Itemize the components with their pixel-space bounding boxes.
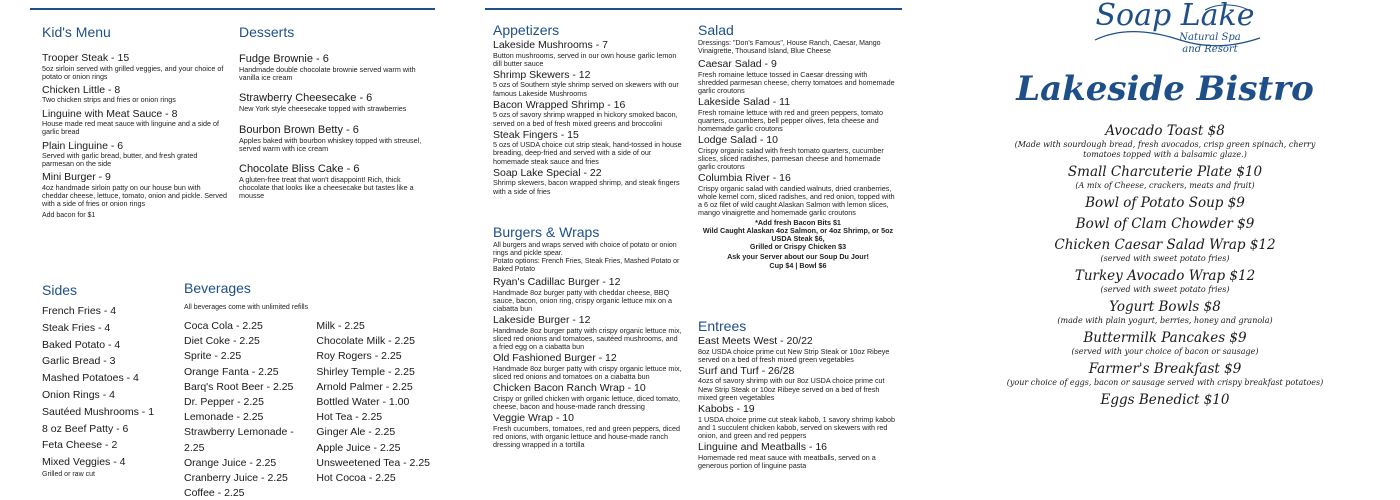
menu-item-name: Shrimp Skewers - 12 [493,68,591,81]
burgers-note: All burgers and wraps served with choice of potato or onion rings and pickle spear. [493,242,677,257]
bistro-item-desc: (served with sweet potato fries) [1100,254,1230,263]
bistro-title: Lakeside Bistro [1016,69,1314,109]
menu-item-desc: Crispy organic salad with fresh tomato quarters, cucumber slices, sliced radishes, parmesan cheese and homemade garlic croutons [698,145,884,172]
list-item: Apple Juice - 2.25 [316,441,401,454]
menu-item [493,412,683,449]
list-item: Sautéed Mushrooms - 1 [42,405,155,418]
kids-addon: Add bacon for $1 [42,211,96,219]
menu-item [239,53,429,82]
menu-item-name: Trooper Steak - 15 [42,52,130,64]
bistro-menu-item [1000,360,1330,388]
menu-item-desc: Apples baked with bourbon whiskey topped with streusel, served warm with ice cream [239,135,422,153]
menu-item-desc: A gluten-free treat that won't disappoint! Rich, thick chocolate that looks like a cheesecake but tastes like a mousse [239,175,414,201]
list-item: Mixed Veggies - 4 [42,456,126,469]
sides-heading: Sides [42,282,78,298]
beverages-note: All beverages come with unlimited refills [184,304,309,311]
menu-item [239,92,429,113]
appetizers-items [493,39,683,196]
soap-lake-logo [1000,0,1330,70]
menu-item-desc: 8oz USDA choice prime cut New Strip Steak or 10oz Ribeye served on a bed of fresh mixed green vegetables [698,346,890,364]
menu-item-desc: Button mushrooms, served in our own house garlic lemon dill butter sauce [493,50,677,68]
entrees-section [698,318,898,471]
menu-item-desc: Fresh romaine lettuce with red and green peppers, tomato quarters, cucumbers, bell pepper olives, feta cheese and homemade garlic croutons [698,107,883,134]
menu-item-desc: Crispy or grilled chicken with organic lettuce, diced tomato, cheese, bacon and house-made ranch dressing [493,393,680,411]
menu-item-name: Fudge Brownie - 6 [239,53,329,65]
menu-item [493,129,683,166]
beverages-left [184,319,316,500]
burgers-heading: Burgers & Wraps [493,224,600,240]
top-rule-right [485,8,902,10]
soup-line: Ask your Server about our Soup Du Jour! [727,252,869,262]
soup-line: Cup $4 | Bowl $6 [769,260,827,270]
menu-item [42,171,227,208]
menu-item-name: Chicken Little - 8 [42,83,121,96]
list-item: Hot Cocoa - 2.25 [316,472,396,485]
list-item: French Fries - 4 [42,305,117,317]
bistro-item-name: Bowl of Clam Chowder $9 [1075,216,1255,232]
burgers-section [493,224,683,450]
list-item: Garlic Bread - 3 [42,355,116,368]
burgers-items [493,276,683,449]
menu-item-name: Lodge Salad - 10 [698,134,778,147]
desserts-section [239,24,429,211]
menu-item-name: Strawberry Cheesecake - 6 [239,92,373,105]
menu-item-desc: Fresh romaine lettuce tossed in Caesar dressing with shredded parmesan cheese, cherry tomatoes and homemade garlic croutons [698,69,895,95]
bistro-item-desc: (served with your choice of bacon or sausage) [1071,347,1259,356]
logo-main-text: Soap Lake [1095,0,1255,33]
list-item: Orange Fanta - 2.25 [184,365,279,378]
list-item: Shirley Temple - 2.25 [316,365,415,378]
menu-item [493,382,683,411]
menu-item-name: East Meets West - 20/22 [698,335,813,347]
menu-item-desc: New York style cheesecake topped with strawberries [239,104,407,114]
menu-item [698,134,898,171]
menu-item [698,335,898,364]
menu-item-name: Bacon Wrapped Shrimp - 16 [493,98,626,111]
menu-item [239,163,429,201]
menu-item-name: Lakeside Mushrooms - 7 [493,39,608,51]
menu-item-name: Lakeside Burger - 12 [493,314,591,327]
menu-item-desc: Handmade 8oz burger patty with crispy organic lettuce mix, sliced red onions and tomatoes, sautéed mushrooms, and a fried egg on a ciabatta bun [493,325,682,352]
menu-item-name: Chicken Bacon Ranch Wrap - 10 [493,382,646,395]
salad-extra-line: Wild Caught Alaskan 4oz Salmon, or 4oz Shrimp, or 5oz USDA Steak $6, [702,225,894,244]
menu-item [42,84,227,105]
menu-item-desc: Crispy organic salad with candied walnuts, dried cranberries, whole kernel corn, sliced radishes, and red onion, topped with a 6 oz filet of wild caught Alaskan Salmon with lemon slices, mango vinaigrette and homemade garlic croutons [698,183,895,218]
menu-item [493,69,683,98]
salad-soup [698,253,898,269]
bistro-menu-item [1000,267,1330,295]
salad-items [698,58,898,218]
salad-extra-line: Grilled or Crispy Chicken $3 [749,242,847,252]
bistro-menu-item [1000,298,1330,326]
list-item: Coffee - 2.25 [184,487,245,500]
bistro-item-desc: (A mix of Cheese, crackers, meats and fruit) [1075,181,1255,190]
menu-item-desc: 5 ozs of savory shrimp wrapped in hickory smoked bacon, served on a bed of fresh mixed greens and broccolini [493,110,678,128]
menu-item-desc: 5 ozs of USDA choice cut strip steak, hand-tossed in house breading, deep-fried and served with a side of our homemade steak sauce and fries [493,140,682,166]
beverages-heading: Beverages [184,280,251,296]
bistro-menu-item [1000,391,1330,409]
desserts-heading: Desserts [239,24,295,40]
list-item: Strawberry Lemonade - 2.25 [184,426,294,454]
menu-item-name: Columbia River - 16 [698,172,791,185]
bistro-menu-item [1000,215,1330,233]
kids-heading: Kid's Menu [42,24,111,40]
bistro-item-desc: (Made with sourdough bread, fresh avocados, crisp green spinach, cherry tomatoes topped with a balsamic glaze.) [1014,140,1316,159]
list-item: Coca Cola - 2.25 [184,320,263,332]
sides-note: Grilled or raw cut [42,470,95,478]
menu-item-desc: House made red meat sauce with linguine and a side of garlic bread [42,119,219,137]
list-item: Cranberry Juice - 2.25 [184,472,288,485]
menu-item [493,276,683,313]
list-item: Roy Rogers - 2.25 [316,350,402,363]
menu-item-name: Chocolate Bliss Cake - 6 [239,163,360,176]
bistro-section [1000,0,1330,412]
list-item: Sprite - 2.25 [184,350,242,363]
bistro-item-desc: (served with sweet potato fries) [1100,285,1230,294]
bistro-item-name: Yogurt Bowls $8 [1109,299,1221,315]
menu-item-name: Bourbon Brown Betty - 6 [239,123,359,136]
bistro-item-name: Chicken Caesar Salad Wrap $12 [1054,237,1276,253]
list-item: 8 oz Beef Patty - 6 [42,422,129,435]
menu-item [698,58,898,95]
menu-item-name: Ryan's Cadillac Burger - 12 [493,276,621,288]
menu-item-desc: Handmade 8oz burger patty with crispy organic lettuce mix, sliced red onions and tomatoes on a ciabatta bun [493,363,682,381]
bistro-item-name: Farmer's Breakfast $9 [1088,361,1242,377]
salad-dressings: Dressings: "Don's Famous", House Ranch, Caesar, Mango Vinaigrette, Thousand Island, Blue Cheese [698,40,881,55]
bistro-items [1000,122,1330,409]
menu-item [698,365,898,402]
menu-item [493,314,683,351]
menu-item-desc: Served with garlic bread, butter, and fresh grated parmesan on the side [42,151,198,169]
salad-heading: Salad [698,22,734,38]
bistro-item-name: Small Charcuterie Plate $10 [1067,164,1263,180]
menu-item [493,39,683,68]
kids-items [42,52,227,209]
menu-item-desc: Two chicken strips and fries or onion rings [42,95,176,105]
menu-item [493,167,683,196]
bistro-item-name: Buttermilk Pancakes $9 [1083,330,1247,346]
appetizers-heading: Appetizers [493,22,560,38]
list-item: Unsweetened Tea - 2.25 [316,456,430,469]
bistro-item-desc: (made with plain yogurt, berries, honey and granola) [1057,316,1273,325]
menu-item [698,441,898,470]
entrees-heading: Entrees [698,318,747,334]
appetizers-section [493,22,683,197]
bistro-menu-item [1000,194,1330,212]
menu-item-name: Mini Burger - 9 [42,171,111,184]
list-item: Steak Fries - 4 [42,321,111,334]
menu-item-desc: 4oz handmade sirloin patty on our house bun with cheddar cheese, lettuce, tomato, onion and pickle. Served with a side of fries or onion rings [42,182,227,209]
list-item: Bottled Water - 1.00 [316,396,410,409]
menu-item [42,108,227,137]
bistro-menu-item [1000,236,1330,264]
menu-item-desc: Homemade red meat sauce with meatballs, served on a generous portion of linguine pasta [698,452,876,470]
menu-item-desc: Handmade double chocolate brownie served warm with vanilla ice cream [239,65,416,83]
list-item: Chocolate Milk - 2.25 [316,335,415,348]
salad-extras [698,219,898,252]
list-item: Milk - 2.25 [316,320,365,332]
bistro-menu-item [1000,329,1330,357]
beverages-section [184,280,434,500]
kids-section [42,24,227,220]
list-item: Hot Tea - 2.25 [316,411,383,424]
list-item: Dr. Pepper - 2.25 [184,396,264,409]
menu-item [42,52,227,81]
list-item: Diet Coke - 2.25 [184,335,260,348]
bistro-item-name: Avocado Toast $8 [1105,123,1225,139]
menu-item-name: Linguine and Meatballs - 16 [698,441,828,454]
menu-item [493,99,683,128]
list-item: Barq's Root Beer - 2.25 [184,380,294,393]
bistro-item-desc: (your choice of eggs, bacon or sausage served with crispy breakfast potatoes) [1006,378,1324,387]
list-item: Onion Rings - 4 [42,388,115,401]
menu-item-desc: Fresh cucumbers, tomatoes, red and green peppers, diced red onions, with organic lettuce and house-made ranch dressing wrapped in a tortilla [493,423,680,449]
list-item: Ginger Ale - 2.25 [316,426,396,439]
menu-item-name: Caesar Salad - 9 [698,58,777,70]
menu-item-name: Linguine with Meat Sauce - 8 [42,107,178,120]
menu-item-name: Soap Lake Special - 22 [493,166,602,179]
menu-item-desc: Shrimp skewers, bacon wrapped shrimp, and steak fingers with a side of fries [493,178,680,196]
list-item: Mashed Potatoes - 4 [42,372,139,385]
menu-item-desc: Handmade 8oz burger patty with cheddar cheese, BBQ sauce, bacon, onion ring, crispy organic lettuce mix on a ciabatta bun [493,287,672,313]
bistro-menu-item [1000,163,1330,191]
bistro-item-name: Turkey Avocado Wrap $12 [1074,268,1256,284]
menu-item-name: Steak Fingers - 15 [493,128,579,141]
bistro-menu-item [1000,122,1330,160]
salad-section [698,22,898,270]
menu-item [493,352,683,381]
list-item: Feta Cheese - 2 [42,439,118,452]
desserts-items [239,53,429,201]
menu-item [698,96,898,133]
logo-sub-text-2: and Resort [1182,44,1238,55]
menu-item-name: Lakeside Salad - 11 [698,96,791,109]
menu-item [698,172,898,217]
menu-item [239,124,429,153]
salad-extra-line: *Add fresh Bacon Bits $1 [755,217,841,227]
list-item: Lemonade - 2.25 [184,411,264,424]
menu-item-desc: 1 USDA choice prime cut steak kabob, 1 savory shrimp kabob and 1 succulent chicken kabob, served on skewers with red onion, and green and red peppers [698,414,895,440]
menu-item [698,403,898,440]
menu-item-name: Plain Linguine - 6 [42,139,124,152]
menu-item-name: Veggie Wrap - 10 [493,412,574,425]
beverages-right [316,319,434,500]
list-item: Baked Potato - 4 [42,338,121,351]
list-item: Arnold Palmer - 2.25 [316,380,413,393]
menu-item-name: Surf and Turf - 26/28 [698,364,795,377]
list-item: Orange Juice - 2.25 [184,456,277,469]
burgers-note-2: Potato options: French Fries, Steak Fries, Mashed Potato or Baked Potato [493,258,680,273]
top-rule-left [30,8,435,10]
bistro-item-name: Bowl of Potato Soup $9 [1085,195,1245,211]
menu-item-desc: 4ozs of savory shrimp with our 8oz USDA choice prime cut New Strip Steak or 10oz Ribeye served on a bed of fresh mixed green vegetables [698,376,885,402]
menu-item-name: Kabobs - 19 [698,403,755,416]
menu-item [42,140,227,169]
menu-item-desc: 5oz sirloin served with grilled veggies, and your choice of potato or onion rings [42,63,224,81]
entrees-items [698,335,898,470]
logo-sub-text-1: Natural Spa [1179,32,1241,43]
menu-item-name: Old Fashioned Burger - 12 [493,352,617,365]
menu-item-desc: 5 ozs of Southern style shrimp served on skewers with our famous Lakeside Mushrooms [493,80,679,98]
bistro-item-name: Eggs Benedict $10 [1100,392,1230,408]
